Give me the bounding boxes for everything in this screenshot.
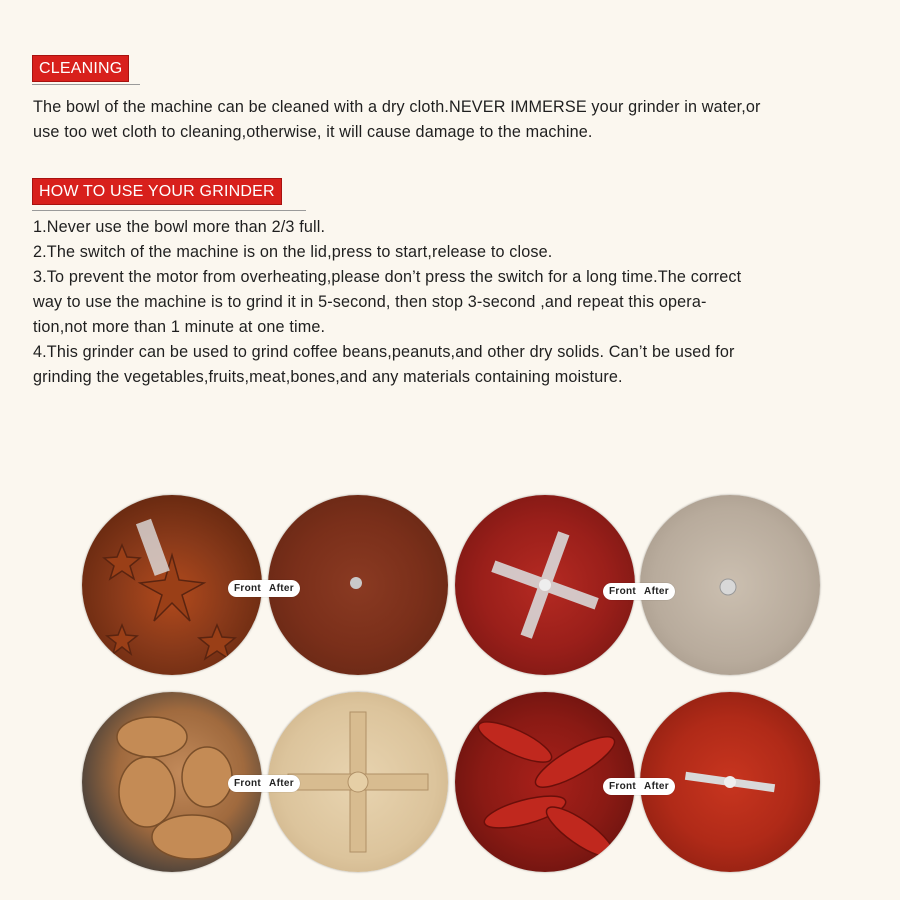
cleaning-heading: CLEANING [32,55,129,82]
instruction-line: 4.This grinder can be used to grind coffee beans,peanuts,and other dry solids. Can’t be used for [33,343,735,361]
how-to-use-text [33,215,873,390]
after-label: After [644,781,669,792]
front-label: Front [234,583,262,594]
front-after-tag [603,583,675,600]
instruction-line: way to use the machine is to grind it in 5-second, then stop 3-second ,and repeat this opera- [33,293,707,311]
front-label: Front [234,778,262,789]
cleaning-line: The bowl of the machine can be cleaned with a dry cloth.NEVER IMMERSE your grinder in water,or [33,98,761,116]
instruction-line: grinding the vegetables,fruits,meat,bones,and any materials containing moisture. [33,368,623,386]
instruction-line: 1.Never use the bowl more than 2/3 full. [33,218,326,236]
front-after-tag [228,580,300,597]
cleaning-line: use too wet cloth to cleaning,otherwise, it will cause damage to the machine. [33,123,593,141]
front-label: Front [609,586,637,597]
how-to-use-heading: HOW TO USE YOUR GRINDER [32,178,282,205]
instruction-line: tion,not more than 1 minute at one time. [33,318,326,336]
front-label: Front [609,781,637,792]
cleaning-divider [32,84,140,85]
after-label: After [269,583,294,594]
instruction-line: 2.The switch of the machine is on the lid,press to start,release to close. [33,243,553,261]
instruction-line: 3.To prevent the motor from overheating,please don’t press the switch for a long time.The correct [33,268,742,286]
how-to-use-divider [32,210,306,211]
cleaning-text [33,95,873,145]
after-label: After [644,586,669,597]
front-after-tag [228,775,300,792]
front-after-tag [603,778,675,795]
after-label: After [269,778,294,789]
